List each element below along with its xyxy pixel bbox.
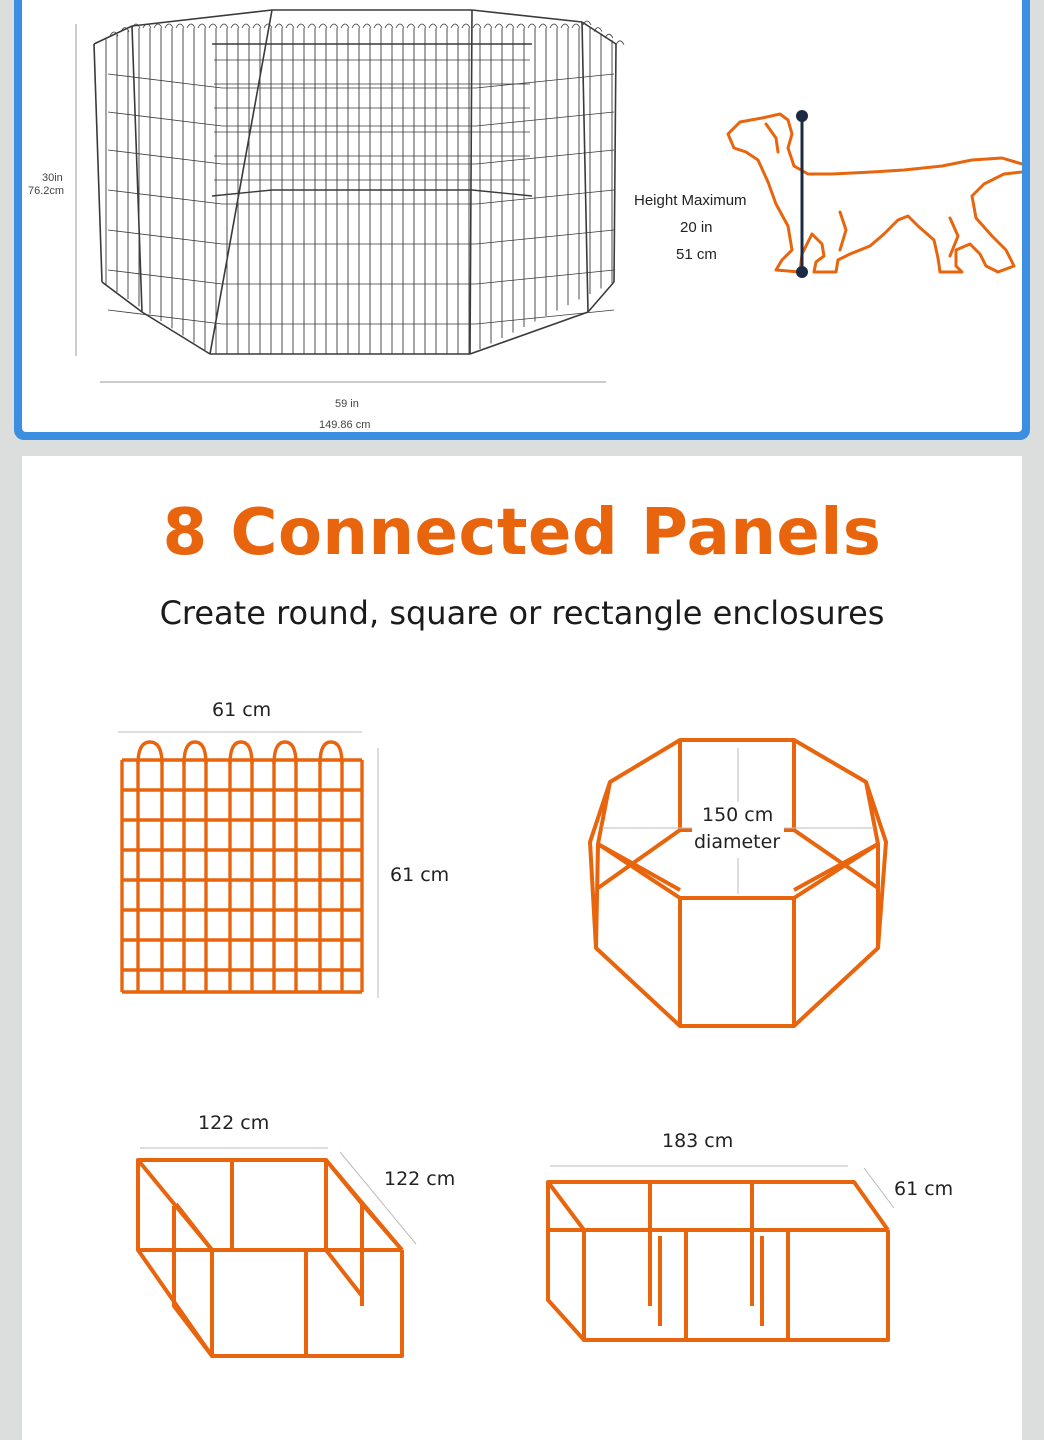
square-width-label: 122 cm bbox=[198, 1112, 270, 1134]
rectangle-width-label: 183 cm bbox=[662, 1130, 734, 1152]
rectangle-depth-label: 61 cm bbox=[894, 1178, 954, 1200]
height-label-in: 30in bbox=[42, 172, 63, 184]
width-label-cm: 149.86 cm bbox=[319, 419, 371, 431]
single-panel-height-label: 61 cm bbox=[390, 864, 450, 886]
product-image-card bbox=[14, 0, 1030, 440]
single-panel-divider-top bbox=[118, 730, 378, 734]
single-panel-width-label: 61 cm bbox=[212, 699, 272, 721]
product-image-inner bbox=[22, 0, 1022, 432]
octagon-diameter-label: diameter bbox=[694, 831, 781, 853]
dog-height-title: Height Maximum bbox=[634, 192, 747, 209]
square-width-divider bbox=[140, 1146, 340, 1150]
rectangle-width-divider bbox=[550, 1164, 860, 1168]
width-label-in: 59 in bbox=[335, 398, 359, 410]
octagon-enclosure-icon bbox=[588, 738, 888, 1038]
dog-height-cm: 51 cm bbox=[676, 246, 717, 263]
height-label-cm: 76.2cm bbox=[28, 185, 65, 197]
octagon-diameter-value: 150 cm bbox=[702, 804, 774, 826]
panels-subtitle: Create round, square or rectangle enclosures bbox=[159, 594, 885, 632]
square-depth-label: 122 cm bbox=[384, 1168, 456, 1190]
square-enclosure-icon bbox=[136, 1156, 416, 1366]
dog-outline-icon bbox=[722, 100, 1022, 280]
single-panel-icon bbox=[118, 742, 368, 1002]
panels-title: 8 Connected Panels bbox=[162, 496, 882, 570]
dog-height-inches: 20 in bbox=[680, 219, 713, 236]
wire-playpen-illustration bbox=[22, 0, 622, 380]
rectangle-enclosure-icon bbox=[544, 1176, 904, 1346]
single-panel-divider-right bbox=[376, 748, 380, 1008]
panels-info-card bbox=[22, 456, 1022, 1440]
